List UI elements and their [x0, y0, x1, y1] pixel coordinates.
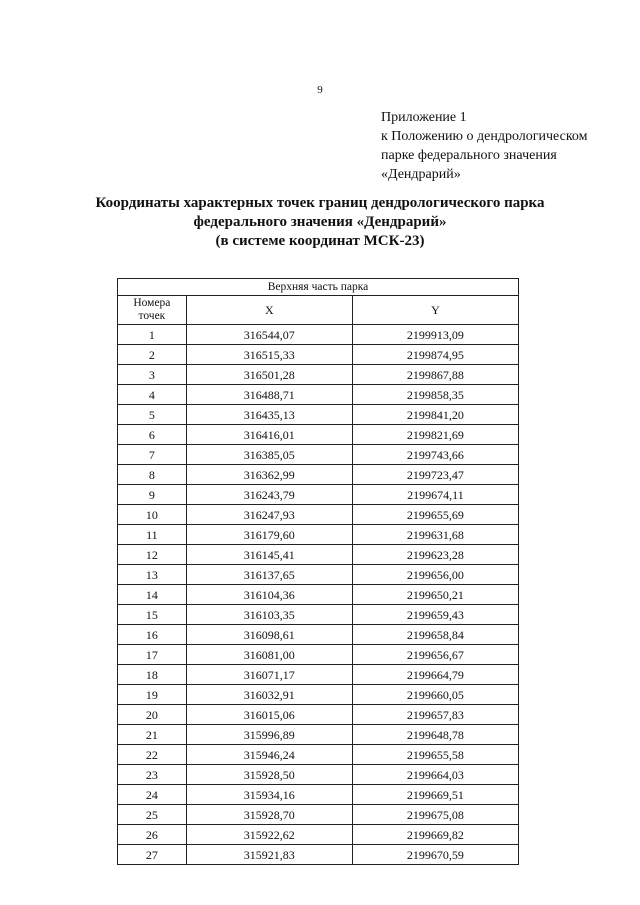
point-number-cell: 8	[118, 465, 187, 485]
table-row	[118, 725, 519, 745]
table-row	[118, 785, 519, 805]
table-row	[118, 825, 519, 845]
table-row	[118, 365, 519, 385]
x-coordinate-cell: 316098,61	[186, 625, 352, 645]
table-row	[118, 665, 519, 685]
table-row	[118, 705, 519, 725]
point-number-cell: 27	[118, 845, 187, 865]
y-coordinate-cell: 2199655,69	[352, 505, 518, 525]
table-row	[118, 525, 519, 545]
appendix-line-3: парке федерального значения	[381, 148, 557, 163]
x-coordinate-cell: 315922,62	[186, 825, 352, 845]
x-coordinate-cell: 315921,83	[186, 845, 352, 865]
column-header-y: Y	[352, 296, 518, 325]
table-row	[118, 605, 519, 625]
table-row	[118, 505, 519, 525]
y-coordinate-cell: 2199660,05	[352, 685, 518, 705]
point-number-cell: 16	[118, 625, 187, 645]
point-number-cell: 6	[118, 425, 187, 445]
y-coordinate-cell: 2199858,35	[352, 385, 518, 405]
y-coordinate-cell: 2199867,88	[352, 365, 518, 385]
y-coordinate-cell: 2199631,68	[352, 525, 518, 545]
table-row	[118, 325, 519, 345]
table-row	[118, 485, 519, 505]
column-header-number-line1: Номера	[133, 297, 171, 309]
point-number-cell: 1	[118, 325, 187, 345]
table-row	[118, 765, 519, 785]
point-number-cell: 9	[118, 485, 187, 505]
column-header-number-line2: точек	[138, 310, 166, 322]
point-number-cell: 4	[118, 385, 187, 405]
table-row	[118, 425, 519, 445]
point-number-cell: 10	[118, 505, 187, 525]
x-coordinate-cell: 316081,00	[186, 645, 352, 665]
point-number-cell: 15	[118, 605, 187, 625]
point-number-cell: 5	[118, 405, 187, 425]
y-coordinate-cell: 2199874,95	[352, 345, 518, 365]
point-number-cell: 26	[118, 825, 187, 845]
table-row	[118, 545, 519, 565]
table-row	[118, 645, 519, 665]
point-number-cell: 21	[118, 725, 187, 745]
x-coordinate-cell: 316071,17	[186, 665, 352, 685]
point-number-cell: 7	[118, 445, 187, 465]
title-line-2: федерального значения «Дендрарий»	[193, 214, 447, 230]
appendix-line-4: «Дендрарий»	[381, 167, 461, 182]
coordinates-table	[117, 278, 519, 865]
x-coordinate-cell: 316515,33	[186, 345, 352, 365]
table-row	[118, 845, 519, 865]
y-coordinate-cell: 2199659,43	[352, 605, 518, 625]
point-number-cell: 12	[118, 545, 187, 565]
point-number-cell: 23	[118, 765, 187, 785]
x-coordinate-cell: 316032,91	[186, 685, 352, 705]
title-line-1: Координаты характерных точек границ дендрологического парка	[95, 195, 545, 211]
y-coordinate-cell: 2199658,84	[352, 625, 518, 645]
page-number: 9	[317, 84, 323, 96]
table-row	[118, 585, 519, 605]
y-coordinate-cell: 2199743,66	[352, 445, 518, 465]
x-coordinate-cell: 316015,06	[186, 705, 352, 725]
x-coordinate-cell: 315928,70	[186, 805, 352, 825]
point-number-cell: 19	[118, 685, 187, 705]
table-row	[118, 625, 519, 645]
y-coordinate-cell: 2199623,28	[352, 545, 518, 565]
x-coordinate-cell: 315928,50	[186, 765, 352, 785]
x-coordinate-cell: 316243,79	[186, 485, 352, 505]
table-row	[118, 685, 519, 705]
x-coordinate-cell: 316247,93	[186, 505, 352, 525]
y-coordinate-cell: 2199656,67	[352, 645, 518, 665]
y-coordinate-cell: 2199655,58	[352, 745, 518, 765]
y-coordinate-cell: 2199648,78	[352, 725, 518, 745]
point-number-cell: 25	[118, 805, 187, 825]
title-line-3: (в системе координат МСК-23)	[215, 233, 425, 249]
point-number-cell: 13	[118, 565, 187, 585]
x-coordinate-cell: 315996,89	[186, 725, 352, 745]
x-coordinate-cell: 316544,07	[186, 325, 352, 345]
y-coordinate-cell: 2199913,09	[352, 325, 518, 345]
x-coordinate-cell: 316104,36	[186, 585, 352, 605]
y-coordinate-cell: 2199675,08	[352, 805, 518, 825]
table-row	[118, 445, 519, 465]
y-coordinate-cell: 2199723,47	[352, 465, 518, 485]
x-coordinate-cell: 316435,13	[186, 405, 352, 425]
appendix-line-2: к Положению о дендрологическом	[381, 129, 588, 144]
x-coordinate-cell: 316385,05	[186, 445, 352, 465]
x-coordinate-cell: 316362,99	[186, 465, 352, 485]
table-row	[118, 565, 519, 585]
y-coordinate-cell: 2199670,59	[352, 845, 518, 865]
table-row	[118, 745, 519, 765]
y-coordinate-cell: 2199664,79	[352, 665, 518, 685]
x-coordinate-cell: 316137,65	[186, 565, 352, 585]
y-coordinate-cell: 2199841,20	[352, 405, 518, 425]
column-header-number	[118, 296, 187, 325]
table-row	[118, 805, 519, 825]
point-number-cell: 18	[118, 665, 187, 685]
x-coordinate-cell: 315934,16	[186, 785, 352, 805]
y-coordinate-cell: 2199821,69	[352, 425, 518, 445]
x-coordinate-cell: 315946,24	[186, 745, 352, 765]
y-coordinate-cell: 2199650,21	[352, 585, 518, 605]
x-coordinate-cell: 316103,35	[186, 605, 352, 625]
point-number-cell: 17	[118, 645, 187, 665]
point-number-cell: 2	[118, 345, 187, 365]
y-coordinate-cell: 2199669,51	[352, 785, 518, 805]
appendix-line-1: Приложение 1	[381, 110, 467, 125]
point-number-cell: 22	[118, 745, 187, 765]
y-coordinate-cell: 2199669,82	[352, 825, 518, 845]
point-number-cell: 20	[118, 705, 187, 725]
x-coordinate-cell: 316145,41	[186, 545, 352, 565]
column-header-x: X	[186, 296, 352, 325]
x-coordinate-cell: 316179,60	[186, 525, 352, 545]
point-number-cell: 3	[118, 365, 187, 385]
table-body	[118, 325, 519, 865]
point-number-cell: 24	[118, 785, 187, 805]
x-coordinate-cell: 316501,28	[186, 365, 352, 385]
table-row	[118, 465, 519, 485]
x-coordinate-cell: 316416,01	[186, 425, 352, 445]
appendix-note	[381, 108, 588, 184]
table-row	[118, 385, 519, 405]
y-coordinate-cell: 2199657,83	[352, 705, 518, 725]
x-coordinate-cell: 316488,71	[186, 385, 352, 405]
point-number-cell: 11	[118, 525, 187, 545]
point-number-cell: 14	[118, 585, 187, 605]
table-row	[118, 405, 519, 425]
table-row	[118, 345, 519, 365]
table-section-title: Верхняя часть парка	[118, 279, 519, 296]
y-coordinate-cell: 2199674,11	[352, 485, 518, 505]
document-title	[0, 194, 640, 251]
y-coordinate-cell: 2199664,03	[352, 765, 518, 785]
y-coordinate-cell: 2199656,00	[352, 565, 518, 585]
